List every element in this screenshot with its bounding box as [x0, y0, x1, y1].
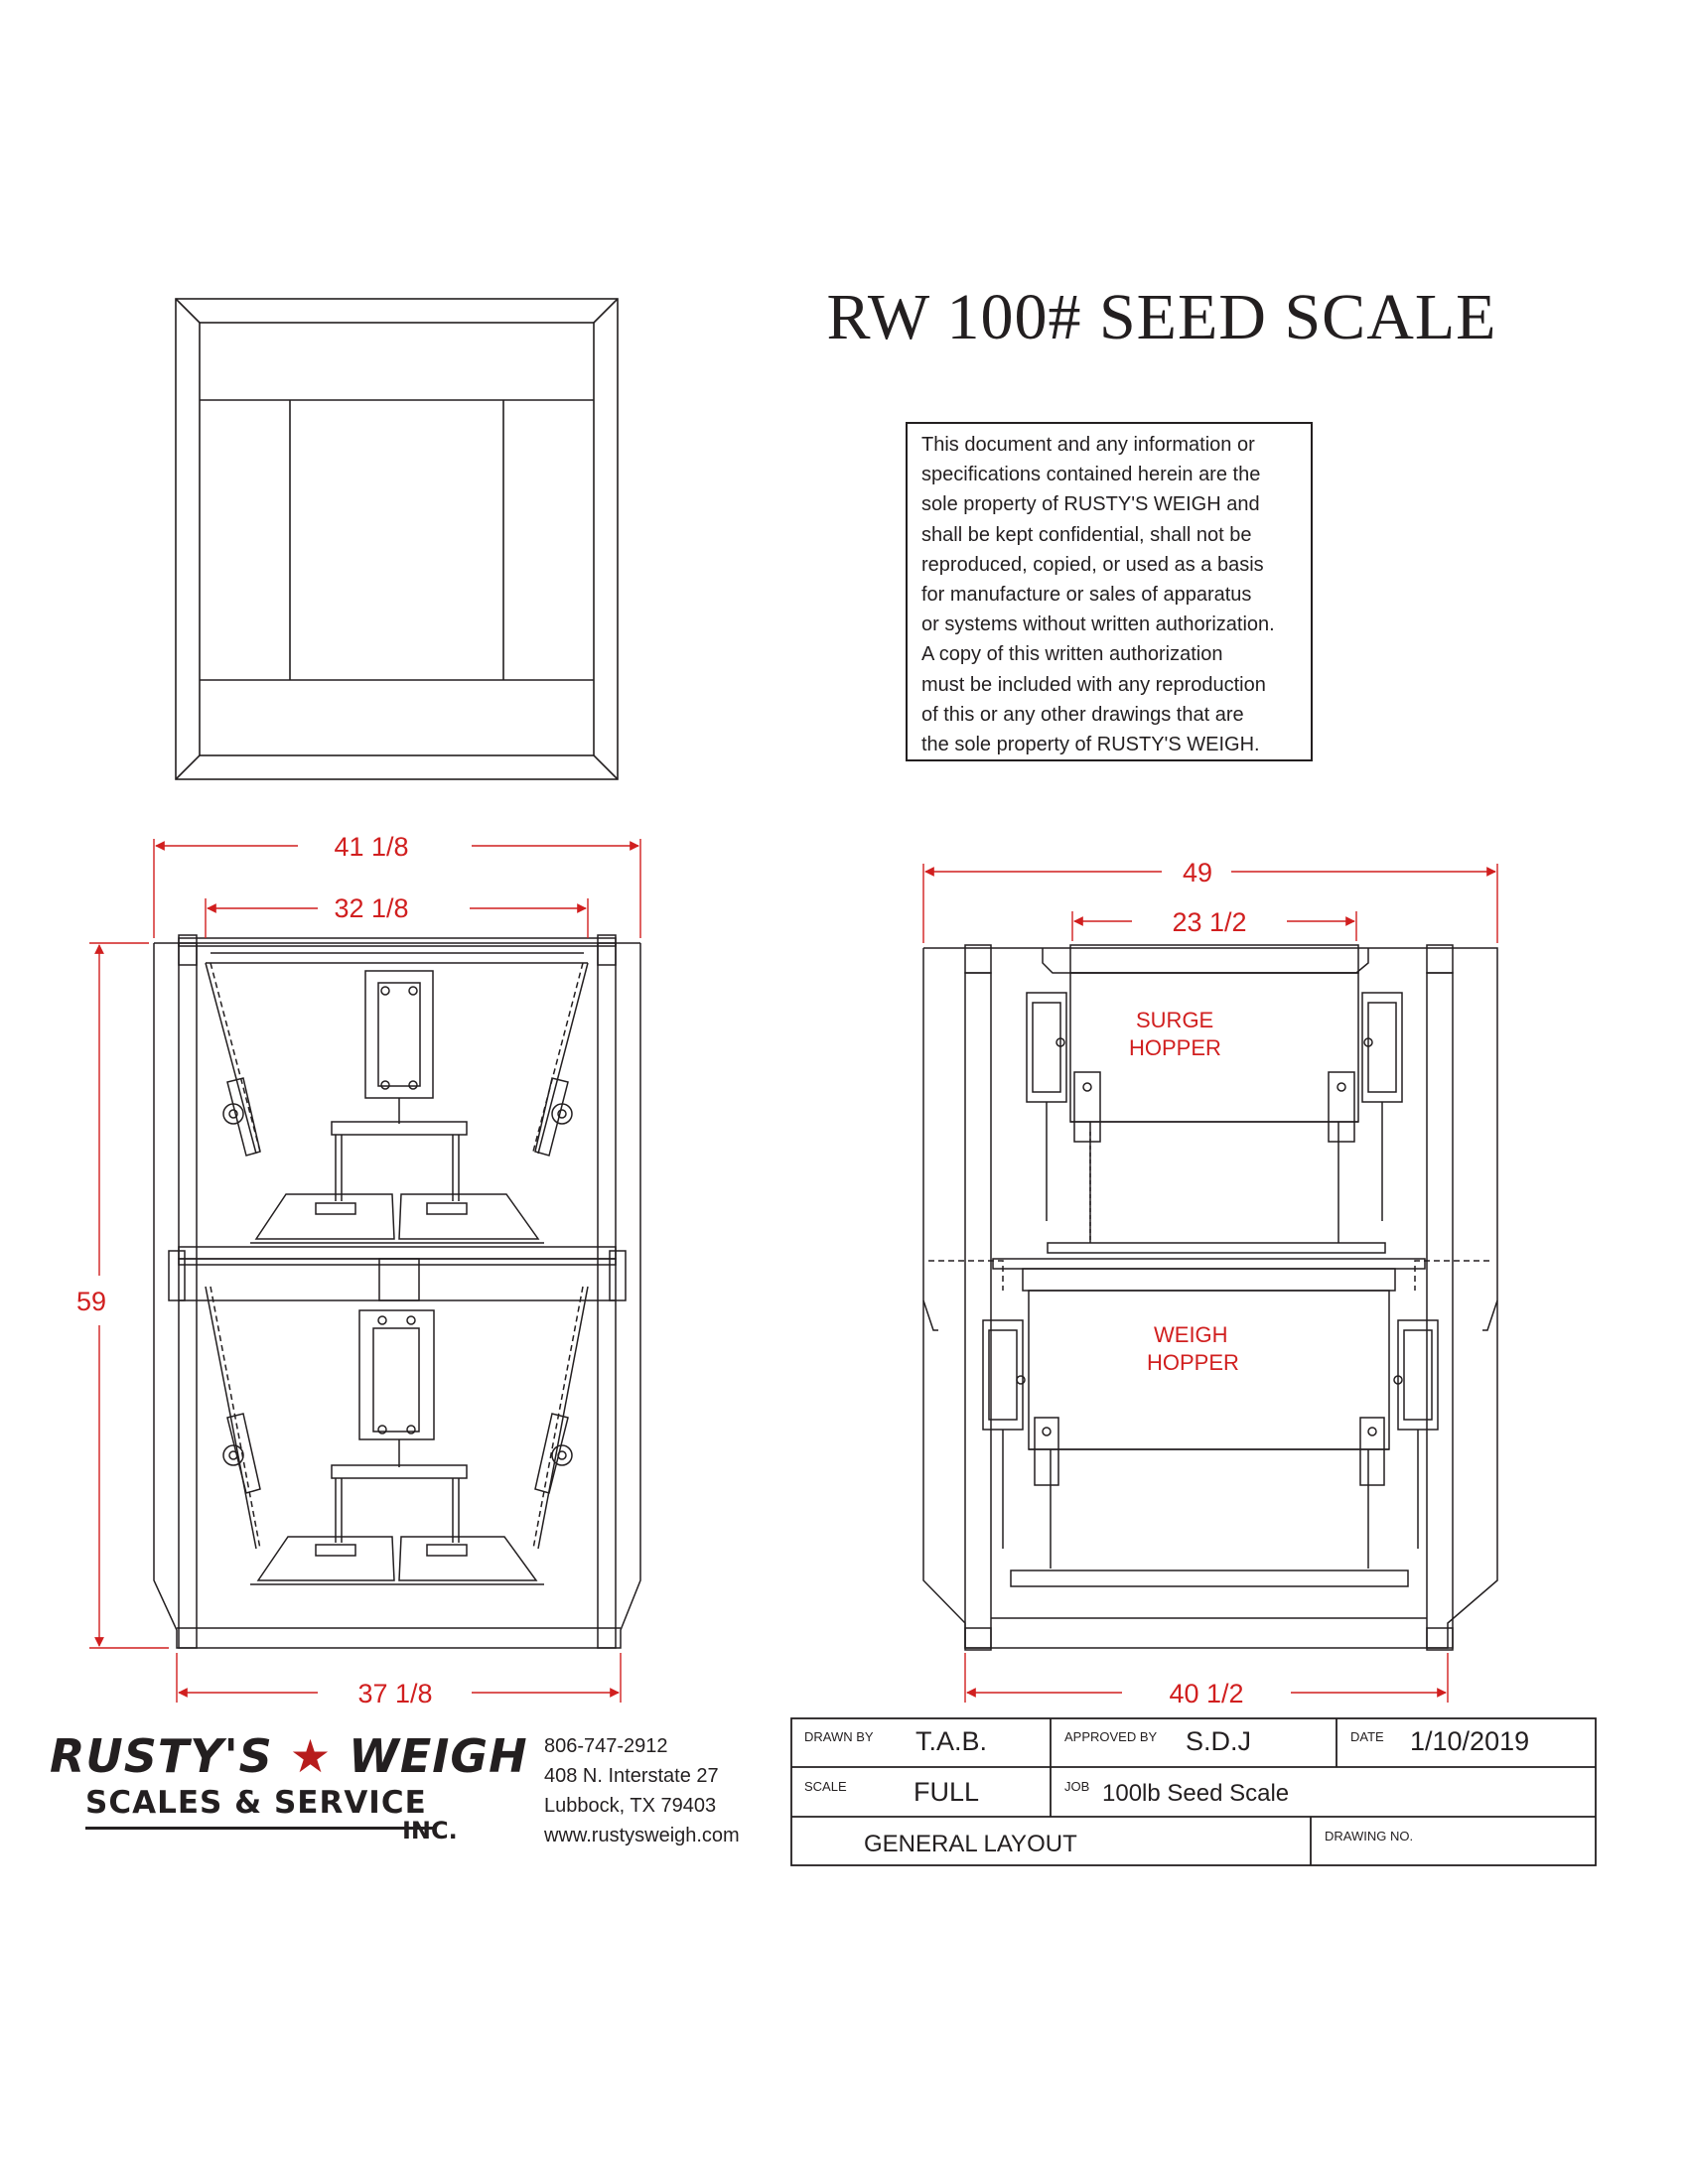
- drawing-no-cell: [1311, 1817, 1597, 1866]
- approved-by-value: S.D.J: [1186, 1726, 1252, 1756]
- right-dimension-lines: [923, 864, 1497, 1703]
- label-surge-hopper: HOPPER: [1129, 1035, 1221, 1060]
- top-view: [176, 299, 618, 779]
- notice-line: or systems without written authorization.: [921, 614, 1275, 636]
- drawn-by-label: DRAWN BY: [804, 1729, 874, 1744]
- logo-tagline: SCALES & SERVICE: [85, 1785, 427, 1821]
- contact-address: 408 N. Interstate 27: [544, 1765, 719, 1787]
- notice-line: must be included with any reproduction: [921, 673, 1266, 696]
- notice-line: for manufacture or sales of apparatus: [921, 584, 1252, 607]
- label-weigh-hopper: HOPPER: [1147, 1350, 1239, 1375]
- dim-right-base-width: 40 1/2: [1169, 1679, 1244, 1708]
- notice-line: This document and any information or: [921, 434, 1255, 456]
- date-value: 1/10/2019: [1410, 1726, 1530, 1756]
- notice-line: reproduced, copied, or used as a basis: [921, 553, 1264, 576]
- job-label: JOB: [1064, 1779, 1090, 1794]
- contact-phone: 806-747-2912: [544, 1735, 668, 1757]
- scale-cell: [790, 1767, 1051, 1817]
- dim-left-base-width: 37 1/8: [357, 1679, 433, 1708]
- scale-label: SCALE: [804, 1779, 847, 1794]
- label-weigh: WEIGH: [1154, 1322, 1228, 1347]
- logo-underline: [85, 1827, 433, 1830]
- title-block: [790, 1717, 1597, 1866]
- company-logo: [50, 1729, 528, 1848]
- dim-left-overall-width: 41 1/8: [334, 832, 409, 862]
- logo-wordmark: [50, 1729, 528, 1783]
- approved-by-cell: [1051, 1717, 1336, 1767]
- job-cell: [1051, 1767, 1597, 1817]
- notice-line: sole property of RUSTY'S WEIGH and: [921, 493, 1260, 516]
- dim-right-overall-width: 49: [1182, 858, 1213, 887]
- drawing-no-label: DRAWING NO.: [1325, 1829, 1414, 1843]
- confidentiality-notice: [906, 422, 1313, 761]
- dim-left-height: 59: [75, 1287, 107, 1316]
- star-icon: ★: [289, 1729, 333, 1783]
- label-surge: SURGE: [1136, 1008, 1214, 1032]
- date-cell: [1336, 1717, 1597, 1767]
- approved-by-label: APPROVED BY: [1064, 1729, 1158, 1744]
- notice-line: shall be kept confidential, shall not be: [921, 523, 1252, 546]
- contact-block: [544, 1731, 740, 1850]
- dim-right-hopper-width: 23 1/2: [1172, 907, 1247, 937]
- description-cell: [790, 1817, 1311, 1866]
- scale-value: FULL: [914, 1777, 980, 1807]
- logo-word-weigh: WEIGH: [349, 1729, 528, 1783]
- logo-inc: INC.: [402, 1817, 458, 1844]
- notice-line: specifications contained herein are the: [921, 464, 1261, 486]
- description-value: GENERAL LAYOUT: [864, 1831, 1077, 1857]
- left-dimension-lines: [89, 839, 640, 1703]
- date-label: DATE: [1350, 1729, 1384, 1744]
- contact-website[interactable]: www.rustysweigh.com: [544, 1825, 740, 1846]
- notice-line: the sole property of RUSTY'S WEIGH.: [921, 734, 1260, 756]
- job-value: 100lb Seed Scale: [1102, 1780, 1290, 1807]
- drawn-by-cell: [790, 1717, 1051, 1767]
- drawn-by-value: T.A.B.: [915, 1726, 988, 1756]
- contact-city: Lubbock, TX 79403: [544, 1795, 717, 1817]
- logo-word-rustys: RUSTY'S: [50, 1729, 273, 1783]
- side-view-left: [154, 935, 640, 1648]
- notice-line: A copy of this written authorization: [921, 643, 1223, 666]
- dim-left-inner-width: 32 1/8: [334, 893, 409, 923]
- drawing-title: RW 100# SEED SCALE: [826, 281, 1497, 353]
- notice-line: of this or any other drawings that are: [921, 703, 1244, 726]
